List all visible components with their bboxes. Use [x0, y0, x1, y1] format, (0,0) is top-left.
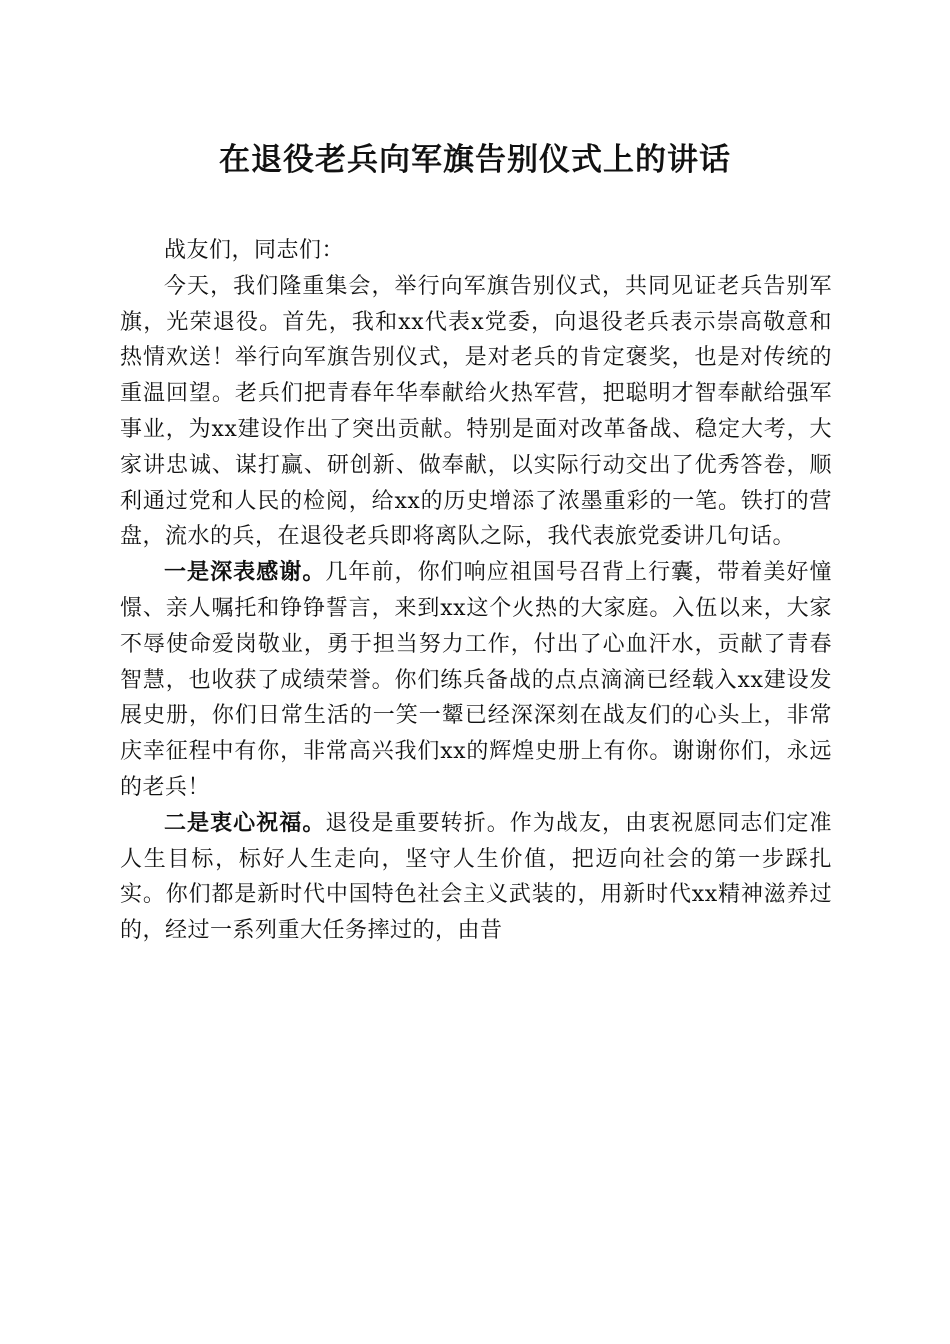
paragraph-thanks [120, 555, 832, 806]
salutation: 战友们，同志们： [164, 238, 345, 263]
paragraph-blessing [120, 806, 832, 949]
paragraph-text: 退役是重要转折。作为战友，由衷祝愿同志们定准人生目标，标好人生走向，坚守人生价值，把迈向社会的第一步踩扎实。你们都是新时代中国特色社会主义武装的，用新时代xx精神滋养过的，经过一系列重大任务摔过的，由昔 [120, 810, 832, 944]
paragraph-opening [120, 269, 832, 555]
document-title: 在退役老兵向军旗告别仪式上的讲话 [219, 142, 731, 178]
paragraph-text: 几年前，你们响应祖国号召背上行囊，带着美好憧憬、亲人嘱托和铮铮誓言，来到xx这个火热的大家庭。入伍以来，大家不辱使命爱岗敬业，勇于担当努力工作，付出了心血汗水，贡献了青春智慧，也收获了成绩荣誉。你们练兵备战的点点滴滴已经载入xx建设发展史册，你们日常生活的一笑一颦已经深深刻在战友们的心头上，非常庆幸征程中有你，非常高兴我们xx的辉煌史册上有你。谢谢你们，永远的老兵！ [120, 560, 832, 800]
paragraph-lead-heading: 一是深表感谢。 [164, 559, 326, 586]
document-body [120, 233, 832, 949]
paragraph-lead-heading: 二是衷心祝福。 [164, 809, 326, 836]
paragraph-text: 今天，我们隆重集会，举行向军旗告别仪式，共同见证老兵告别军旗，光荣退役。首先，我和xx代表x党委，向退役老兵表示崇高敬意和热情欢送！举行向军旗告别仪式，是对老兵的肯定褒奖，也是对传统的重温回望。老兵们把青春年华奉献给火热军营，把聪明才智奉献给强军事业，为xx建设作出了突出贡献。特别是面对改革备战、稳定大考，大家讲忠诚、谋打赢、研创新、做奉献，以实际行动交出了优秀答卷，顺利通过党和人民的检阅，给xx的历史增添了浓墨重彩的一笔。铁打的营盘，流水的兵，在退役老兵即将离队之际，我代表旅党委讲几句话。 [120, 273, 832, 550]
